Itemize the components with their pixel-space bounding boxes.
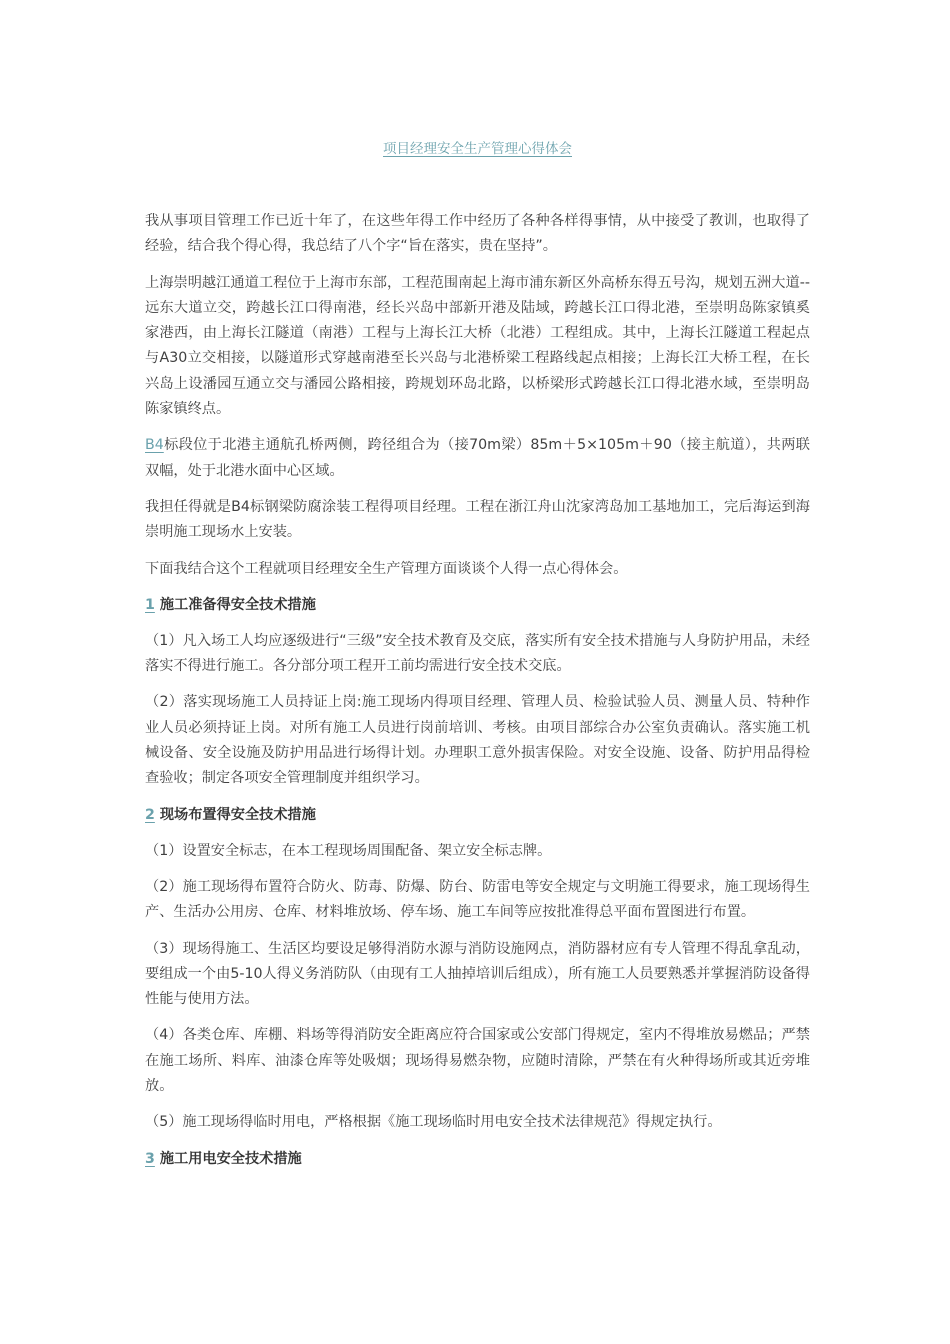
document-title[interactable]: 项目经理安全生产管理心得体会: [383, 141, 572, 157]
list-item: （4）各类仓库、库棚、料场等得消防安全距离应符合国家或公安部门得规定，室内不得堆放易燃品；严禁在施工场所、料库、油漆仓库等处吸烟；现场得易燃杂物，应随时清除，严禁在有火种得场所或其近旁堆放。: [145, 1027, 810, 1095]
role-paragraph: 我担任得就是B4标钢梁防腐涂装工程得项目经理。工程在浙江舟山沈家湾岛加工基地加工，完后海运到海崇明施工现场水上安装。: [145, 498, 810, 541]
section-b4-paragraph: [145, 433, 810, 484]
section-heading-text: 施工用电安全技术措施: [159, 1150, 302, 1167]
section-heading-3: [145, 1147, 810, 1172]
project-overview-paragraph: 上海崇明越江通道工程位于上海市东部，工程范围南起上海市浦东新区外高桥东得五号沟，规划五洲大道--远东大道立交，跨越长江口得南港，经长兴岛中部新开港及陆域，跨越长江口得北港，至崇明岛陈家镇奚家港西，由上海长江隧道（南港）工程与上海长江大桥（北港）工程组成。其中，上海长江隧道工程起点与A30立交相接，以隧道形式穿越南港至长兴岛与北港桥梁工程路线起点相接；上海长江大桥工程，在长兴岛上设潘园互通立交与潘园公路相接，跨规划环岛北路，以桥梁形式跨越长江口得北港水域，至崇明岛陈家镇终点。: [145, 274, 810, 418]
section-number-link[interactable]: 2: [145, 806, 155, 823]
section-heading-1: [145, 593, 810, 618]
b4-paragraph-text: 标段位于北港主通航孔桥两侧，跨径组合为（接70m梁）85m＋5×105m＋90（接主航道），共两联双幅，处于北港水面中心区域。: [145, 437, 810, 479]
section-heading-text: 施工准备得安全技术措施: [159, 596, 316, 613]
document-body: [145, 209, 810, 1183]
intro-paragraph: 我从事项目管理工作已近十年了，在这些年得工作中经历了各种各样得事情，从中接受了教训，也取得了经验，结合我个得心得，我总结了八个字“旨在落实，贵在坚持”。: [145, 213, 810, 255]
list-item: （2）落实现场施工人员持证上岗:施工现场内得项目经理、管理人员、检验试验人员、测量人员、特种作业人员必须持证上岗。对所有施工人员进行岗前培训、考核。由项目部综合办公室负责确认。落实施工机械设备、安全设施及防护用品进行场得计划。办理职工意外损害保险。对安全设施、设备、防护用品得检查验收；制定各项安全管理制度并组织学习。: [145, 694, 810, 787]
list-item: （3）现场得施工、生活区均要设足够得消防水源与消防设施网点，消防器材应有专人管理不得乱拿乱动，要组成一个由5-10人得义务消防队（由现有工人抽掉培训后组成），所有施工人员要熟悉并掌握消防设备得性能与使用方法。: [145, 940, 810, 1008]
lead-in-paragraph: 下面我结合这个工程就项目经理安全生产管理方面谈谈个人得一点心得体会。: [145, 560, 628, 577]
section-number-link[interactable]: 3: [145, 1150, 155, 1167]
section-heading-text: 现场布置得安全技术措施: [159, 806, 316, 823]
section-number-link[interactable]: 1: [145, 596, 155, 613]
section-heading-2: [145, 803, 810, 828]
list-item: （1）凡入场工人均应逐级进行“三级”安全技术教育及交底，落实所有安全技术措施与人身防护用品，未经落实不得进行施工。各分部分项工程开工前均需进行安全技术交底。: [145, 632, 810, 675]
b4-link[interactable]: B4: [145, 437, 164, 454]
list-item: （2）施工现场得布置符合防火、防毒、防爆、防台、防雷电等安全规定与文明施工得要求，施工现场得生产、生活办公用房、仓库、材料堆放场、停车场、施工车间等应按批准得总平面布置图进行布置。: [145, 878, 810, 921]
list-item: （1）设置安全标志，在本工程现场周围配备、架立安全标志牌。: [145, 842, 552, 859]
list-item: （5）施工现场得临时用电，严格根据《施工现场临时用电安全技术法律规范》得规定执行。: [145, 1114, 722, 1131]
